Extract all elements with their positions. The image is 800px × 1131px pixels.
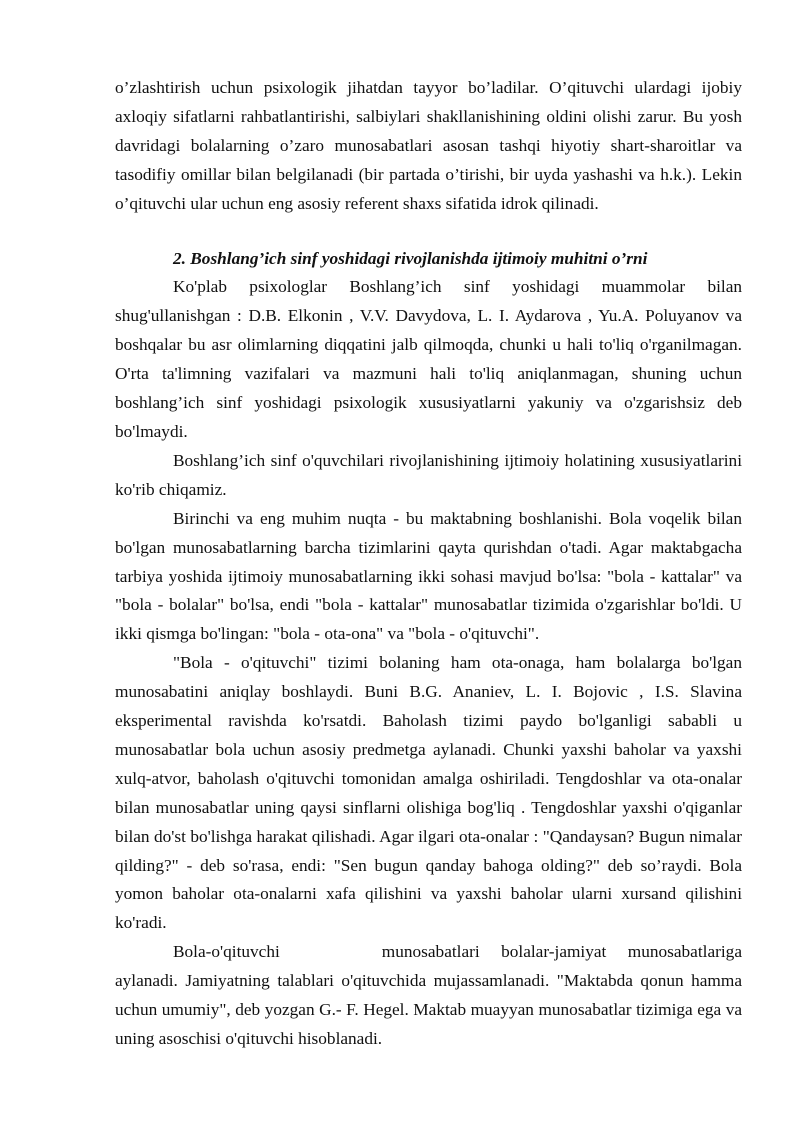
paragraph-society-relations	[115, 938, 742, 1054]
paragraph-continuation: o’zlashtirish uchun psixologik jihatdan tayyor bo’ladilar. O’qituvchi ulardagi ijobiy axloqiy sifatlarni rahbatlantirishi, salbiylari shakllanishining oldini olishi zarur. Bu yosh davridagi bolalarning o’zaro munosabatlari asosan tashqi hiyotiy shart-sharoitlar va tasodifiy omillar bilan belgilanadi (bir partada o’tirishi, bir uyda yashashi va h.k.). Lekin o’qituvchi ular uchun eng asosiy referent shaxs sifatida idrok qilinadi.	[115, 78, 742, 213]
paragraph-lead-phrase: Bola-o'qituvchi	[173, 942, 280, 962]
document-body	[115, 74, 742, 1054]
paragraph-rest-text: munosabatlari bolalar-jamiyat munosabatlariga aylanadi. Jamiyatning talablari o'qituvchida mujassamlanadi. "Maktabda qonun hamma uchun umumiy", deb yozgan G.- F. Hegel. Maktab muayyan munosabatlar tizimiga ega va uning asoschisi o'qituvchi hisoblanadi.	[115, 942, 742, 1048]
paragraph-school-start: Birinchi va eng muhim nuqta - bu maktabning boshlanishi. Bola voqelik bilan bo'lgan munosabatlarning barcha tizimlarini qayta qurishdan o'tadi. Agar maktabgacha tarbiya yoshida ijtimoiy munosabatlarning ikki sohasi mavjud bo'lsa: "bola - kattalar" va "bola - bolalar" bo'lsa, endi "bola - kattalar" munosabatlar tizimida o'zgarishlar bo'ldi. U ikki qismga bo'lingan: "bola - ota-ona" va "bola - o'qituvchi".	[115, 508, 742, 644]
section-heading: 2. Boshlang’ich sinf yoshidagi rivojlanishda ijtimoiy muhitni o’rni	[173, 248, 648, 268]
paragraph-social-situation: Boshlang’ich sinf o'quvchilari rivojlanishining ijtimoiy holatining xususiyatlarini ko'rib chiqamiz.	[115, 450, 742, 499]
paragraph-teacher-system: "Bola - o'qituvchi" tizimi bolaning ham ota-onaga, ham bolalarga bo'lgan munosabatini aniqlay boshlaydi. Buni B.G. Ananiev, L. I. Bojovic , I.S. Slavina eksperimental ravishda ko'rsatdi. Baholash tizimi paydo bo'lganligi sababli u munosabatlar bola uchun asosiy predmetga aylanadi. Chunki yaxshi baholar va yaxshi xulq-atvor, baholash o'qituvchi tomonidan amalga oshiriladi. Tengdoshlar va ota-onalar bilan munosabatlar uning qaysi sinflarni olishiga bog'liq . Tengdoshlar yaxshi o'qiganlar bilan do'st bo'lishga harakat qilishadi. Agar ilgari ota-onalar : "Qandaysan? Bugun nimalar qilding?" - deb so'rasa, endi: "Sen bugun qanday bahoga olding?" deb so’raydi. Bola yomon baholar ota-onalarni xafa qilishini va yaxshi baholar ularni xursand qilishini ko'radi.	[115, 653, 742, 933]
paragraph-psychologists: Ko'plab psixologlar Boshlang’ich sinf yoshidagi muammolar bilan shug'ullanishgan : D.B. Elkonin , V.V. Davydova, L. I. Aydarova , Yu.A. Poluyanov va boshqalar bu asr olimlarning diqqatini jalb qilmoqda, chunki u hali to'liq o'rganilmagan. O'rta ta'limning vazifalari va mazmuni hali to'liq aniqlanmagan, shuning uchun boshlang’ich sinf yoshidagi psixologik xususiyatlarni yakuniy va o'zgarishsiz deb bo'lmaydi.	[115, 277, 742, 441]
